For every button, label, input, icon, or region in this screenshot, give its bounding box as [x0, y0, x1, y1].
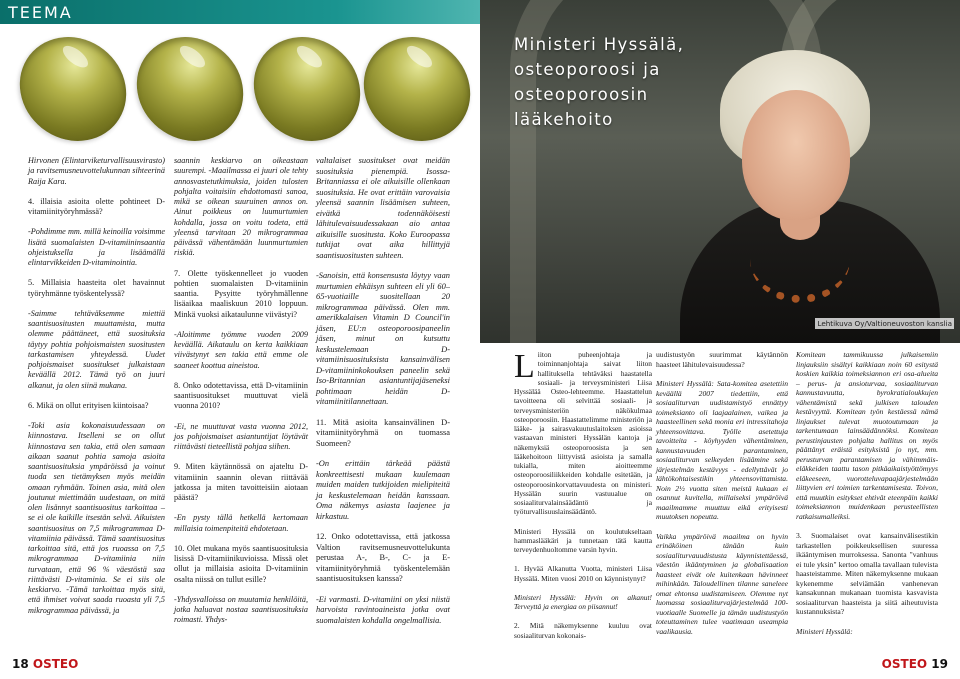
paragraph: Ministeri Hyssälä: Sata-komitea asetettiin keväällä 2007 tiedettiin, että sosiaaliturvan uudistamistyö ennättyy toimeksianto oli laajaalainen, vaikea ja haasteellinen sekä monia eri intressitahoja yhteensovittava. Työlle asetettuja tavoitteita - köyhyyden vähentäminen, kannustavuuden parantaminen, sosiaaliturvan selkeyden lisäämine sekä järjestelmän kestävyys - edellyttävät jo lähtökohtaisestikin yhteensovittamista. Noin 2½ vuotta siten meistä kukaan ei osannut kuvitella, millaiseksi ympäröivä maailmamme muuttuu eikä erityisesti muutoksen nopeutta. [656, 379, 788, 521]
paragraph: 11. Mitä asioita kansainvälinen D-vitamiinityöryhmä on tuomassa Suomeen? [316, 417, 450, 448]
paragraph: valtalaiset suositukset ovat meidän suosituksia pienempiä. Isossa-Britanniassa ei ole aikuisille ollenkaan suosituksia. He ovat erittäin varovaisia yleensä saannin lisäämisen suhteen, eivätkä todennäköisesti lähitulevaisuudessakaan aio antaa aikuisille suositusta. Koko Euroopassa tutkijat ovat aika hillittyjä saantisuositusten suhteen. [316, 156, 450, 260]
paragraph: -En pysty tällä hetkellä kertomaan millaisia toimenpiteitä ehdotetaan. [174, 513, 308, 533]
paragraph [514, 350, 652, 517]
paragraph: -Ei, ne muuttuvat vasta vuonna 2012, jos pohjoismaiset asiantuntijat löytävät riittävästi tieteellistä pohjaa siihen. [174, 421, 308, 451]
paragraph: -Toki asia kokonaisuudessaan on kiinnostava. Itselleni se on ollut kiinnostava sen takia, että olen samaan aikaan saanut pohtia samoja asioita saantisuosituksia ympäröissä ja voinut tuoda sen tietämyksen myös meidän omaan ryhmään. Toinen asia, mitä olen joutunut miettimään uudestaan, on mitä olen lisännyt saantisuositus tarkoittaa – se ei ole kaikille itsestän selvä. Aikuisten saantisuositus on 7,5 mikrogrammaa D-vitamiinia päivässä. Tämä saantisuositus tarkoittaa sitä, että jos ruoassa on 7,5 mikrogrammaa D-vitamiinia niin turvataan, että 96 % väestöstä saa riittävästi D-vitaminia. Se ei siis ole keskiarvo. -Tämä tarkoittaa myös sitä, että ihmiset voivat saada ruoasta yli 7,5 mikrogrammaa päivässä, ja [28, 421, 165, 615]
section-banner [0, 0, 480, 24]
paragraph: Hirvonen (Elintarviketurvallisuusvirasto) ja ravitsemusneuvottelukunnan sihteerinä Raija Kara. [28, 156, 165, 186]
brand-logo: OSTEO [32, 657, 79, 671]
article-title [514, 32, 684, 132]
paragraph: 1. Hyvää Alkanutta Vuotta, ministeri Liisa Hyssälä. Miten vuosi 2010 on käynnistynyt? [514, 564, 652, 583]
text-column-1 [28, 156, 165, 626]
photo-credit: Lehtikuva Oy/Valtioneuvoston kanslia [817, 319, 952, 328]
figure-face [742, 90, 850, 220]
paragraph: saannin keskiarvo on oikeastaan suurempi. -Maailmassa ei juuri ole tehty annosvastetutkimuksia, joiden tulosten pohjalta voitaisiin ehdottomasti sanoa, mikä se oikean suuruinen annos on. Ainut poikkeus on luumurtumien kohdalla, jossa on voitu todeta, että yleensä tarvitaan 20 mikrogrammaa päivässä vähentämään luunmurtumien riskiä. [174, 156, 308, 258]
paragraph: 6. Mikä on ollut erityisen kiintoisaa? [28, 400, 149, 410]
paragraph: -On erittäin tärkeää päästä konkreettisesti mukaan kuulemaan muiden maiden tutkijoiden mielipiteitä ja keskustelemaan heidän kanssaan. Oma näkemys asiasta laajenee ja kirkastuu. [316, 459, 450, 521]
paragraph: Vaikka ympäröivä maailma on hyvin erinäköinen tänään kuin sosiaaliturvauudistusta käynnistettäessä, väestön ikääntyminen ja globalisaation haasteet eivät ole kuitenkaan hävinneet mihinkään. Taloudellinen tilanne saneleee omat ehtonsa uudistamiseen. Olemme nyt luomassa sosiaaliturvajärjestelmää 100-vuotiaalle Suomelle ja tämän uudistustyön toteuttaminen tulee vaatimaan useampia vaalikausia. [656, 531, 788, 636]
brand-logo: OSTEO [881, 657, 928, 671]
paragraph: Komitean tammikuussa julkaisemiin linjauksiin sisältyi kaikkiaan noin 60 esitystä koskien kaikkia toimeksiannon eri osa-alueita – perus- ja ansioturvaa, sosiaaliturvan kannustavuutta, byrokratialoukkujen vähentämistä sekä julkisen talouden kestävyyttä. Komitean työn kestäessä nämä linjaukset tulevat muotoutumaan ja tarkentumaan lainsäädännöksi. Komitean perustinjausten pohjalta hallitus on myös päättänyt eräistä esityksistä jo nyt, mm. perusturvan parantamisen ja vähimmäis-eläkkeiden taattu tason pitkäaikaistyöttömyys eläkeeseen, vuorotteluvapaajärjestelmään liittyvien eri toimien tarkentamisesta. Toivon, että muutkin esitykset ehtivät eteenpäin kaikki toimeksiannon muidenkaan perusteellisten ratkaisumalleiksi. [796, 350, 938, 521]
paragraph: 8. Onko odotettavissa, että D-vitamiinin saantisuositukset muuttuvat vielä vuonna 2010? [174, 380, 308, 411]
paragraph: Ministeri Hyssälä on koulutukseltaan hammaslääkäri ja tunnetaan tätä kautta terveydenhuoltomme varsin hyvin. [514, 526, 652, 554]
paragraph: Ministeri Hyssälä: [796, 626, 853, 636]
paragraph: -Aloitimme työmme vuoden 2009 keväällä. Aikataulu on kerta kaikkiaan viivästynyt sen takia että emme ole saaneet koottua aineistoa. [174, 329, 308, 370]
paragraph: -Saimme tehtäväksemme miettiä saantisuositusten muuttamista, mutta olemme päättäneet, että suosituksia täytyy pohtia pohjoismaisten suositusten tarkastamisen yhteydessä. Uudet pohjoismaiset suositukset julkaistaan keväällä 2012. Tämä työ on juuri alkanut, ja olen siinä mukana. [28, 308, 165, 390]
paragraph: 7. Olette työskennelleet jo vuoden pohtien suomalaisten D-vitamiinin saantia. Pysyitte työryhmällenne lisäaikaa maaliskuun 2010 loppuun. Minkä vuoksi aikataulunne viivästyi? [174, 268, 308, 319]
page-number: 18 [12, 657, 29, 671]
title-line: osteoporoosin [514, 85, 649, 104]
text-column-3 [316, 156, 450, 636]
paragraph: 5. Millaisia haasteita olet havainnut työryhmänne työskentelyssä? [28, 278, 165, 298]
minister-photo [480, 0, 960, 343]
paragraph: 4. illaisia asioita olette pohtineet D-vitamiinityöryhmässä? [28, 196, 165, 216]
paragraph: 3. Suomalaiset ovat kansainvälisestikin tarkastellen poikkeuksellisen suuressa ikääntymisen murroksessa. Sanonta "vanhuus ei tule yksin" kertoo omalla tavallaan tulevista haasteistamme. Miten näkemyksenne mukaan kykenemme selviämään vanhenevan kansakunnan mukanaan tuomista kasvavista sosiaaliturvan haasteista ja siitä aiheutuvista kustannuksista? [796, 531, 938, 616]
page-number: 19 [931, 657, 948, 671]
paragraph: -Sanoisin, että konsensusta löytyy vaan murtumien ehkäisyn suhteen eli yli 60–65-vuotiaille suositellaan 20 mikrogrammaa päivässä. Olen mm. amerikkalaisen Vitamin D Council'in jäsen, EU:n osteoporoosipaneelin jäsen, minut on kutsuttu keskustelemaan D-vitamiinisuosituksista kansainvälisen D-vitamiininkokouksen paneelin sekä Iso-Britannian asiantuntijajäseneksi pohtimaan heidän D-vitamiinitilannettaan. [316, 271, 450, 406]
text-column-3 [796, 350, 938, 646]
capsule-image [116, 16, 264, 163]
paragraph-text: iiton puheenjohtaja ja toiminnanjohtaja saivat liiton hallituksella tehtäväksi haastatella sosiaali- ja terveysministeri Liisa Hyssälää Osteo-lehteemme. Haastattelun tavoitteena oli selvittää sosiaali- ja terveysministeriön näkökulmaa osteoporoosiin. Haastattelimme ministeriön ja lääke- ja sairasvakuutuslaitoksen asioissa vastaavan ministeri Hyssälän kantoja ja näkemyksiä osteoporoosista ja sen lääkehoitoon liittyvistä asioista ja samalla tukialla, miten aioitteemme osteoporoosiliikkeiden kohdalle esitetään, ja osteoporoosinkorvattavuudesta on ministeri. Hyssälän suurin vastuualue on sosiaaliturvalainsäädäntö ja työturvallisuuslainsäädäntö. [514, 350, 652, 517]
text-column-2 [174, 156, 308, 636]
page-footer-left [12, 657, 78, 671]
section-label: TEEMA [8, 3, 73, 22]
paragraph: Ministeri Hyssälä: Hyvin on alkanut! Terveyttä ja energiaa on piisannut! [514, 592, 652, 611]
paragraph: 2. Mitä näkemyksenne kuuluu ovat sosiaaliturvan kokonais- [514, 621, 652, 640]
capsule-illustration [0, 24, 480, 154]
paragraph: 9. Miten käytännössä on ajateltu D-vitamiinin saannin olevan riittävää jatkossa ja miten tavoitteisiin aiotaan päästä? [174, 462, 308, 502]
capsule-image [343, 16, 480, 163]
drop-cap: L [514, 348, 535, 385]
paragraph: uudistustyön suurimmat käytännön haasteet lähitulevaisuudessa? [656, 350, 788, 369]
paragraph: 10. Olet mukana myös saantisuosituksia lisissä D-vitamiinikuvioissa. Missä olet ollut ja millaisia asioita D-vitamiinin osalta niissä on tullut esille? [174, 543, 308, 584]
title-line: Ministeri Hyssälä, [514, 35, 685, 54]
title-line: osteoporoosi ja [514, 60, 661, 79]
page-footer-right [882, 657, 948, 671]
paragraph: 12. Onko odotettavissa, että jatkossa Valtion ravitsemusneuvottelukunta perustaa A-, B-, C- ja E-vitamiinityöryhmiä työskentelemään saantisuosituksen kanssa? [316, 532, 450, 583]
right-page [480, 0, 960, 679]
text-column-2 [656, 350, 788, 646]
title-line: lääkehoito [514, 110, 614, 129]
paragraph: -Ei varmasti. D-vitamiini on yksi niistä harvoista ravintoaineista jotka ovat suomalaisten kohdalla ongelmallisia. [316, 594, 450, 625]
capsule-image [0, 16, 147, 163]
paragraph: -Pohdimme mm. millä keinoilla voisimme lisätä suomalaisten D-vitamiininsaantia ohjeistuksella ja lisäämällä elintarvikkeiden D-vitaminointia. [28, 227, 165, 267]
paragraph: -Yhdysvalloissa on muutamia henkilöitä, jotka haluavat nostaa saantisuosituksia roimasti. Yhdys- [174, 594, 308, 625]
capsule-image [233, 16, 381, 163]
necklace [750, 215, 850, 303]
text-column-1 [514, 350, 652, 650]
